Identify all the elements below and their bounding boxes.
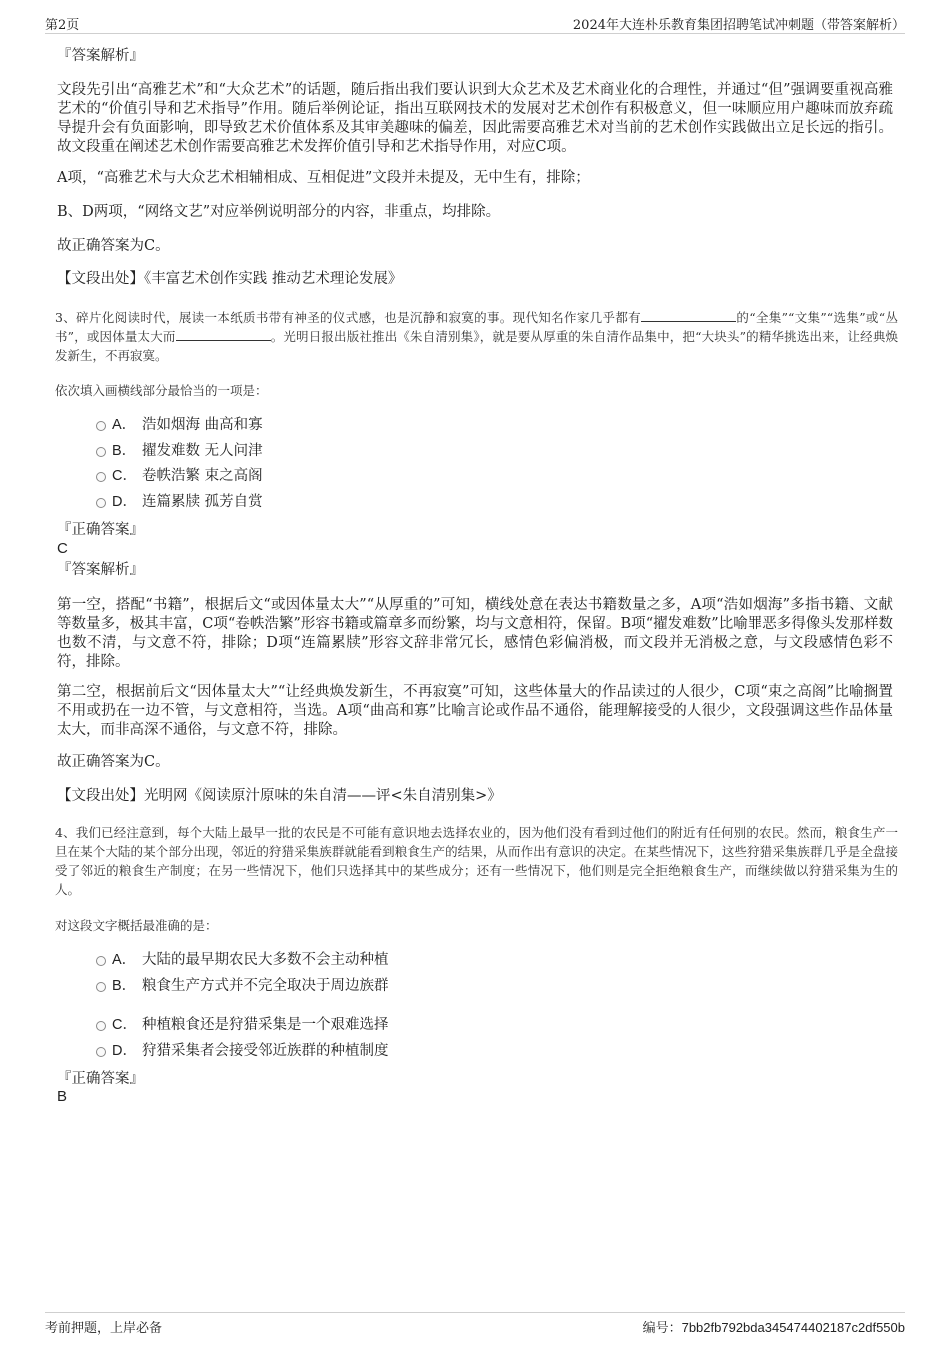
radio-button[interactable] [96,956,106,966]
question-stem-text: 3、碎片化阅读时代，展读一本纸质书带有神圣的仪式感，也是沉静和寂寞的事。现代知名作家几乎都有 [55,310,642,325]
option-a[interactable] [96,950,389,970]
radio-button[interactable] [96,1047,106,1057]
radio-button[interactable] [96,498,106,508]
option-c[interactable] [96,466,263,486]
option-letter: B． [112,443,137,459]
correct-answer-label: 『正确答案』 [57,1071,144,1087]
option-a[interactable] [96,415,263,435]
document-title: 2024年大连朴乐教育集团招聘笔试冲刺题（带答案解析） [572,18,905,33]
option-text: 卷帙浩繁 束之高阁 [142,468,263,484]
analysis-paragraph: A项，“高雅艺术与大众艺术相辅相成、互相促进”文段并未提及，无中生有，排除； [57,170,590,186]
option-text: 狩猎采集者会接受邻近族群的种植制度 [142,1043,389,1059]
serial-number [643,1317,905,1336]
option-d[interactable] [96,492,263,512]
radio-button[interactable] [96,472,106,482]
option-letter: A． [112,952,137,968]
option-text: 种植粮食还是狩猎采集是一个艰难选择 [142,1017,389,1033]
analysis-conclusion: 故正确答案为C。 [57,238,170,254]
footer-motto: 考前押题，上岸必备 [45,1321,163,1336]
option-text: 擢发难数 无人问津 [142,443,263,459]
serial-value: 7bb2fb792bda345474402187c2df550b [681,1320,905,1335]
radio-button[interactable] [96,982,106,992]
analysis-paragraph: 第一空，搭配“书籍”，根据后文“或因体量太大”“从厚重的”可知，横线处意在表达书籍数量之多，A项“浩如烟海”多指书籍、文献等数量多，极其丰富，C项“卷帙浩繁”形容书籍或篇章多而纷繁，均与文意相符，保留。B项“擢发难数”比喻罪恶多得像头发那样数也数不清，与文意不符，排除；D项“连篇累牍”形容文辞非常冗长，感情色彩偏消极，而文段并无消极之意，与文段感情色彩不符，排除。 [57,597,893,670]
question-prompt: 对这段文字概括最准确的是： [55,918,218,933]
option-letter: A． [112,417,137,433]
serial-label: 编号： [642,1321,682,1336]
option-text: 连篇累牍 孤芳自赏 [142,494,263,510]
option-b[interactable] [96,976,389,996]
option-text: 粮食生产方式并不完全取决于周边族群 [142,978,389,994]
analysis-paragraph: B、D两项，“网络文艺”对应举例说明部分的内容，非重点，均排除。 [57,204,501,220]
option-text: 浩如烟海 曲高和寡 [142,417,263,433]
option-c[interactable] [96,1015,389,1035]
page-header [45,12,905,34]
analysis-label: 『答案解析』 [57,562,144,578]
radio-button[interactable] [96,1021,106,1031]
option-letter: C． [112,468,137,484]
radio-button[interactable] [96,447,106,457]
page-number: 第2页 [45,18,80,33]
source-citation: 【文段出处】《丰富艺术创作实践 推动艺术理论发展》 [57,271,403,287]
analysis-paragraph: 第二空，根据前后文“因体量太大”“让经典焕发新生，不再寂寞”可知，这些体量大的作品读过的人很少，C项“束之高阁”比喻搁置不用或扔在一边不管，与文意相符，当选。A项“曲高和寡”比喻言论或作品不通俗，能理解接受的人很少，文段强调这些作品体量太大，而非高深不通俗，与文意不符，排除。 [57,684,893,738]
correct-answer: C [57,540,68,557]
option-letter: D． [112,1043,137,1059]
option-b[interactable] [96,441,263,461]
radio-button[interactable] [96,421,106,431]
option-letter: C． [112,1017,137,1033]
analysis-paragraph: 文段先引出“高雅艺术”和“大众艺术”的话题，随后指出我们要认识到大众艺术及艺术商业化的合理性，并通过“但”强调要重视高雅艺术的“价值引导和艺术指导”作用。随后举例论证，指出互联网技术的发展对艺术创作有积极意义，但一味顺应用户趣味而放弃疏导提升会有负面影响，即导致艺术价值体系及其审美趣味的偏差，因此需要高雅艺术对当前的艺术创作实践做出立足长远的指引。故文段重在阐述艺术创作需要高雅艺术发挥价值引导和艺术指导作用，对应C项。 [57,82,893,155]
page-footer [45,1312,905,1334]
question-prompt: 依次填入画横线部分最恰当的一项是： [55,383,268,398]
option-text: 大陆的最早期农民大多数不会主动种植 [142,952,389,968]
analysis-label: 『答案解析』 [57,48,144,64]
correct-answer-label: 『正确答案』 [57,522,144,538]
question-stem [55,308,898,365]
option-letter: B． [112,978,137,994]
analysis-conclusion: 故正确答案为C。 [57,754,170,770]
fill-blank [641,310,736,322]
option-d[interactable] [96,1041,389,1061]
correct-answer: B [57,1088,68,1105]
option-letter: D． [112,494,137,510]
question-stem: 4、我们已经注意到，每个大陆上最早一批的农民是不可能有意识地去选择农业的，因为他们没有看到过他们的附近有任何别的农民。然而，粮食生产一旦在某个大陆的某个部分出现，邻近的狩猎采集族群就能看到粮食生产的结果，从而作出有意识的决定。在某些情况下，这些狩猎采集族群几乎是全盘接受了邻近的粮食生产制度；在另一些情况下，他们只选择其中的某些成分；还有一些情况下，他们则是完全拒绝粮食生产，而继续做以狩猎采集为生的人。 [55,825,898,897]
fill-blank [176,329,271,341]
question-stem-text: 。光明日报出版社推出《朱自清别集》，就是要从厚重的朱自清作品集中，把“大块头”的精华挑选出来，让经典焕发新生，不再寂寞。 [55,329,898,363]
question-stem-text: 的“全集”“文集”“选集”或“丛书”，或因体量太大而 [55,310,898,344]
source-citation: 【文段出处】光明网《阅读原汁原味的朱自清——评<朱自清别集>》 [57,788,502,804]
